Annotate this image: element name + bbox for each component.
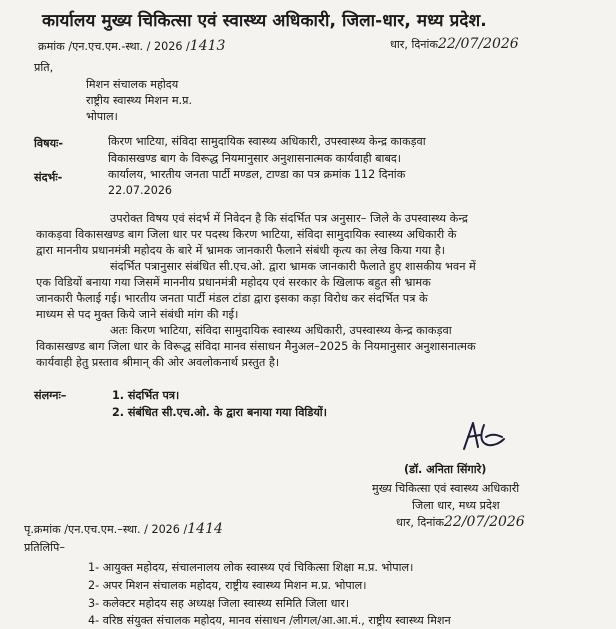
reference-prefix: क्रमांक /एन.एच.एम.-स्था. / 2026 / (38, 40, 190, 53)
header-date: 22/07/2026 (438, 36, 519, 52)
body-line: कार्यवाही हेतु प्रस्ताव श्रीमान् की ओर अवलोकनार्थ प्रस्तुत है। (36, 356, 280, 369)
header-place-date (390, 36, 519, 52)
enclosures-label: संलग्नः– (34, 389, 67, 402)
copy-to-item: 3- कलेक्टर महोदय सह अध्यक्ष जिला स्वास्थ्य समिति जिला धार। (88, 597, 350, 610)
subject-line-1: किरण भाटिया, संविदा सामुदायिक स्वास्थ्य अधिकारी, उपस्वास्थ्य केन्द्र काकड़वा (108, 135, 426, 148)
handwritten-signature (458, 419, 508, 453)
copy-reference-line (24, 521, 223, 537)
body-line: संदर्भित पत्रानुसार संबंधित सी.एच.ओ. द्वारा भ्रामक जानकारी फैलाते हुए शासकीय भवन में (110, 260, 476, 273)
subject-line-2: विकासखण्ड बाग के विरूद्ध नियमानुसार अनुशासनात्मक कार्यवाही बाबद। (108, 152, 402, 165)
header-date-prefix: धार, दिनांक (390, 38, 439, 51)
body-line: जानकारी फैलाई गई। भारतीय जनता पार्टी मंडल टांडा द्वारा इसका कड़ा विरोध कर संदर्भित पत्र के (36, 292, 428, 305)
copy-to-item: 2- अपर मिशन संचालक महोदय, राष्ट्रीय स्वास्थ्य मिशन म.प्र. भोपाल। (88, 579, 367, 592)
reference-line (38, 38, 225, 54)
reference-number: 1413 (189, 38, 226, 54)
reference-text-line-2: 22.07.2026 (108, 184, 173, 197)
reference-text-line-1: कार्यालय, भारतीय जनता पार्टी मण्डल, टाण्डा का पत्र क्रमांक 112 दिनांक (108, 168, 406, 181)
body-line: एक विडियों बनाया गया जिसमें माननीय प्रधानमंत्री महोदय एवं सरकार के खिलाफ बहुत सी भ्रामक (36, 276, 431, 289)
body-line: द्वारा माननीय प्रधानमंत्री महोदय के बारे में भ्रामक जानकारी फैलाने संबंधी कृत्य का लेख किया गया है। (36, 244, 446, 257)
copy-reference-prefix: पृ.क्रमांक /एन.एच.एम.–स्था. / 2026 / (24, 523, 188, 536)
signatory-date: 22/07/2026 (444, 514, 525, 530)
copy-to-item: 4- वरिष्ठ संयुक्त संचालक महोदय, मानव संसाधन /लीगल/आ.आ.मं., राष्ट्रीय स्वास्थ्य मिशन (88, 614, 451, 627)
copy-to-item: 1- आयुक्त महोदय, संचालनालय लोक स्वास्थ्य एवं चिकित्सा शिक्षा म.प्र. भोपाल। (88, 561, 414, 574)
body-line: विकासखण्ड बाग जिला धार के विरूद्ध संविदा मानव संसाधन मैनुअल–2025 के नियमानुसार अनुशासनात्मक (36, 340, 476, 353)
recipient-line-1: मिशन संचालक महोदय (86, 78, 179, 91)
copy-to-label: प्रतिलिपि– (24, 541, 65, 554)
reference-label: संदर्भः- (34, 171, 63, 184)
signatory-place-date (396, 514, 525, 530)
body-line: काकड़वा विकासखण्ड बाग जिला धार पर पदस्थ किरण भाटिया, संविदा सामुदायिक स्वास्थ्य अधिकारी के (36, 228, 457, 241)
enclosure-item: 2. संबंधित सी.एच.ओ. के द्वारा बनाया गया विडियों। (112, 406, 327, 419)
body-line: माध्यम से पद मुक्त किये जाने संबंधी मांग की गई। (36, 308, 239, 321)
recipient-line-2: राष्ट्रीय स्वास्थ्य मिशन म.प्र. (86, 94, 193, 107)
body-line: उपरोक्त विषय एवं संदर्भ में निवेदन है कि संदर्भित पत्र अनुसार– जिले के उपस्वास्थ्य केन्द्र (110, 212, 468, 225)
recipient-label: प्रति, (34, 61, 54, 74)
office-title: कार्यालय मुख्य चिकित्सा एवं स्वास्थ्य अधिकारी, जिला-धार, मध्य प्रदेश. (42, 11, 487, 31)
signatory-designation: मुख्य चिकित्सा एवं स्वास्थ्य अधिकारी (372, 482, 520, 495)
enclosure-item: 1. संदर्भित पत्र। (112, 389, 180, 402)
signatory-date-prefix: धार, दिनांक (396, 516, 445, 529)
body-line: अतः किरण भाटिया, संविदा सामुदायिक स्वास्थ्य अधिकारी, उपस्वास्थ्य केन्द्र काकड़वा (110, 324, 452, 337)
signatory-district: जिला धार, मध्य प्रदेश (412, 499, 500, 512)
recipient-line-3: भोपाल। (86, 110, 118, 123)
signatory-name: (डॉ. अनिता सिंगारे) (404, 463, 487, 476)
copy-reference-number: 1414 (187, 521, 223, 537)
subject-label: विषयः- (34, 137, 63, 150)
